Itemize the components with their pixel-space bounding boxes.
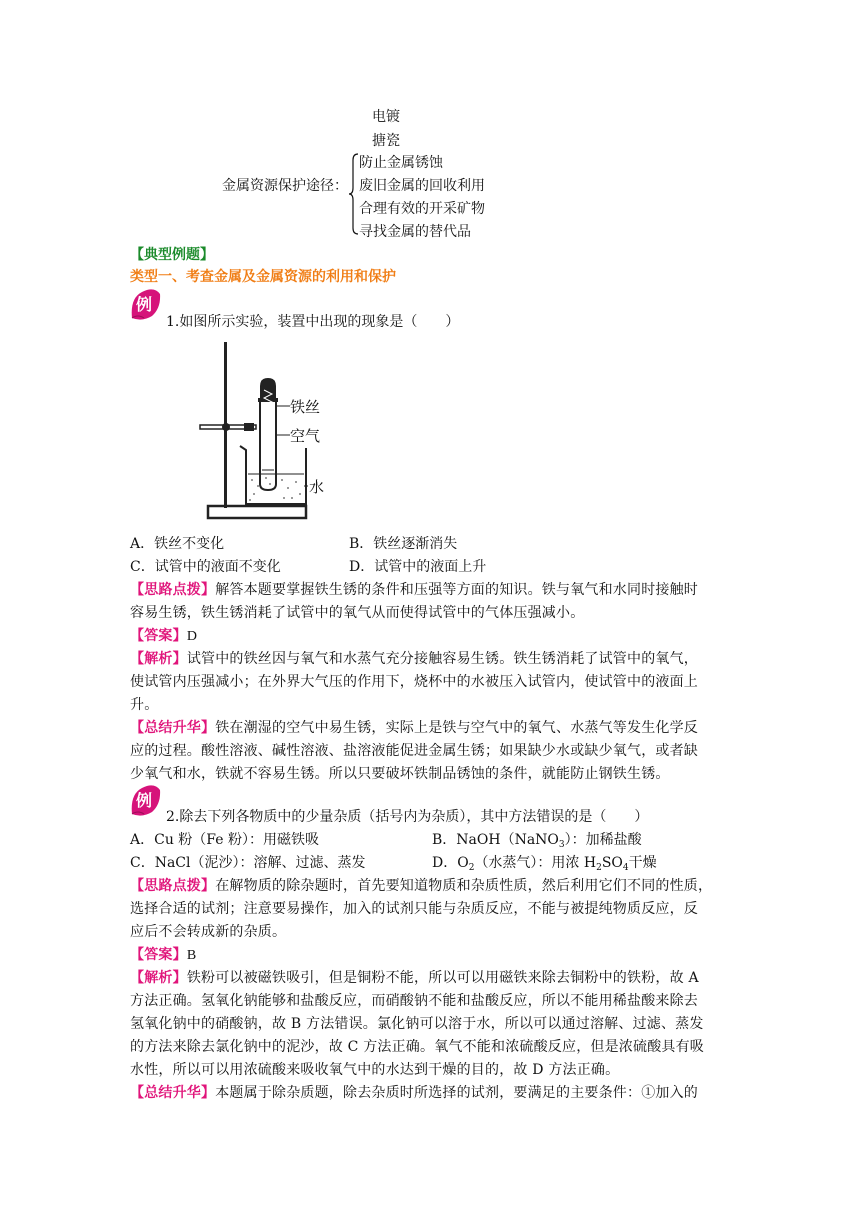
q2-stem: 2.除去下列各物质中的少量杂质（括号内为杂质），其中方法错误的是（ ）	[166, 809, 649, 825]
q2-option-d-sub: 2	[596, 863, 602, 873]
q1-analysis-line-2: 使试管内压强减小；在外界大气压的作用下，烧杯中的水被压入试管内，使试管中的液面上	[130, 674, 698, 690]
q1-analysis-tag: 【解析】	[130, 651, 187, 667]
q1-summary-line-2: 应的过程。酸性溶液、碱性溶液、盐溶液能促进金属生锈；如果缺少水或缺少氧气，或者缺	[130, 743, 698, 759]
q2-hint-line-3: 应后不会转成新的杂质。	[130, 924, 287, 940]
example-badge-label: 例	[136, 791, 153, 810]
q1-summary-text-1: 铁在潮湿的空气中易生锈，实际上是铁与空气中的氧气、水蒸气等发生化学反	[215, 720, 699, 736]
q1-analysis-text-1: 试管中的铁丝因与氧气和水蒸气充分接触容易生锈。铁生锈消耗了试管中的氧气，	[186, 651, 699, 667]
q2-option-d-sub: 4	[622, 863, 629, 873]
outline-item-recycle: 废旧金属的回收利用	[359, 178, 485, 194]
q2-summary-text-1: 本题属于除杂质题，除去杂质时所选择的试剂，要满足的主要条件：①加入的	[215, 1085, 699, 1101]
q2-hint-line-2: 选择合适的试剂；注意要易操作，加入的试剂只能与杂质反应，不能与被提纯物质反应，反	[130, 901, 698, 917]
q2-option-b-rest: ）：加稀盐酸	[564, 832, 642, 848]
q2-analysis-line-2: 方法正确。氢氧化钠能够和盐酸反应，而硝酸钠不能和盐酸反应，所以不能用稀盐酸来除去	[130, 993, 698, 1009]
q1-stem: 1.如图所示实验，装置中出现的现象是（ ）	[166, 314, 460, 330]
q2-answer-tag: 【答案】	[130, 947, 187, 963]
q2-hint-tag: 【思路点拨】	[130, 878, 216, 894]
q1-option-a: A．铁丝不变化	[130, 536, 225, 552]
q2-option-d-text: D．O	[432, 855, 469, 871]
q1-option-c: C．试管中的液面不变化	[130, 559, 281, 575]
q2-option-a: A．Cu 粉（Fe 粉）：用磁铁吸	[130, 832, 319, 848]
outline-item-electroplating: 电镀	[372, 109, 400, 125]
figure-label-air: 空气	[290, 427, 321, 445]
q1-hint-tag: 【思路点拨】	[130, 582, 216, 598]
q1-answer-tag: 【答案】	[130, 628, 187, 644]
example-badge-label: 例	[136, 295, 153, 314]
type-title: 类型一、考查金属及金属资源的利用和保护	[130, 269, 396, 285]
outline-item-substitutes: 寻找金属的替代品	[359, 224, 471, 240]
q1-option-b: B．铁丝逐渐消失	[349, 536, 458, 552]
q1-option-d: D．试管中的液面上升	[349, 559, 487, 575]
outline-root: 金属资源保护途径：	[222, 178, 348, 194]
q2-hint	[130, 875, 730, 897]
outline-item-mining: 合理有效的开采矿物	[359, 201, 485, 217]
q2-analysis	[130, 967, 730, 989]
section-title: 【典型例题】	[130, 247, 214, 263]
q2-option-b-text: B．NaOH（NaNO	[432, 832, 559, 848]
q1-summary	[130, 717, 730, 739]
q2-analysis-text-1: 铁粉可以被磁铁吸引，但是铜粉不能，所以可以用磁铁来除去铜粉中的铁粉，故 A	[186, 970, 699, 986]
q1-summary-tag: 【总结升华】	[130, 720, 216, 736]
q2-answer	[130, 944, 730, 967]
q2-option-d-text: （水蒸气）：用浓 H	[474, 855, 597, 871]
q2-option-d-text: SO	[601, 855, 623, 871]
q2-analysis-tag: 【解析】	[130, 970, 187, 986]
q2-option-b-sub: 3	[558, 840, 565, 850]
q2-summary	[130, 1082, 730, 1104]
q1-answer	[130, 625, 730, 648]
q2-analysis-line-5: 水性，所以可以用浓硫酸来吸收氧气中的水达到干燥的目的，故 D 方法正确。	[130, 1062, 620, 1078]
q1-summary-line-3: 少氧气和水，铁就不容易生锈。所以只要破坏铁制品锈蚀的条件，就能防止钢铁生锈。	[130, 766, 670, 782]
figure-label-iron-wire: 铁丝	[290, 398, 321, 416]
figure-label-water: 水	[309, 478, 325, 496]
q2-hint-text-1: 在解物质的除杂题时，首先要知道物质和杂质性质，然后利用它们不同的性质，	[215, 878, 713, 894]
q2-option-c: C．NaCl（泥沙）：溶解、过滤、蒸发	[130, 855, 366, 871]
q2-option-b	[432, 829, 642, 850]
q1-hint-cont: 容易生锈，铁生锈消耗了试管中的氧气从而使得试管中的气体压强减小。	[130, 605, 585, 621]
q2-analysis-line-3: 氢氧化钠中的硝酸钠，故 B 方法错误。氯化钠可以溶于水，所以可以通过溶解、过滤、蒸发	[130, 1016, 704, 1032]
q1-analysis-line-3: 升。	[130, 697, 159, 713]
q2-answer-value: B	[186, 948, 197, 963]
q2-option-d-text: 干燥	[628, 855, 657, 871]
q1-analysis	[130, 648, 730, 670]
q1-hint	[130, 579, 730, 601]
q2-analysis-line-4: 的方法来除去氯化钠中的泥沙，故 C 方法正确。氧气不能和浓硫酸反应，但是浓硫酸具有吸	[130, 1039, 705, 1055]
outline-item-enamel: 搪瓷	[372, 133, 400, 149]
q2-summary-tag: 【总结升华】	[130, 1085, 216, 1101]
outline-item-prevent-rust: 防止金属锈蚀	[359, 155, 443, 171]
q1-hint-text-1: 解答本题要掌握铁生锈的条件和压强等方面的知识。铁与氧气和水同时接触时	[215, 582, 699, 598]
q1-answer-value: D	[186, 629, 198, 644]
q2-option-d-sub: 2	[468, 863, 475, 873]
q2-option-d	[432, 852, 657, 873]
